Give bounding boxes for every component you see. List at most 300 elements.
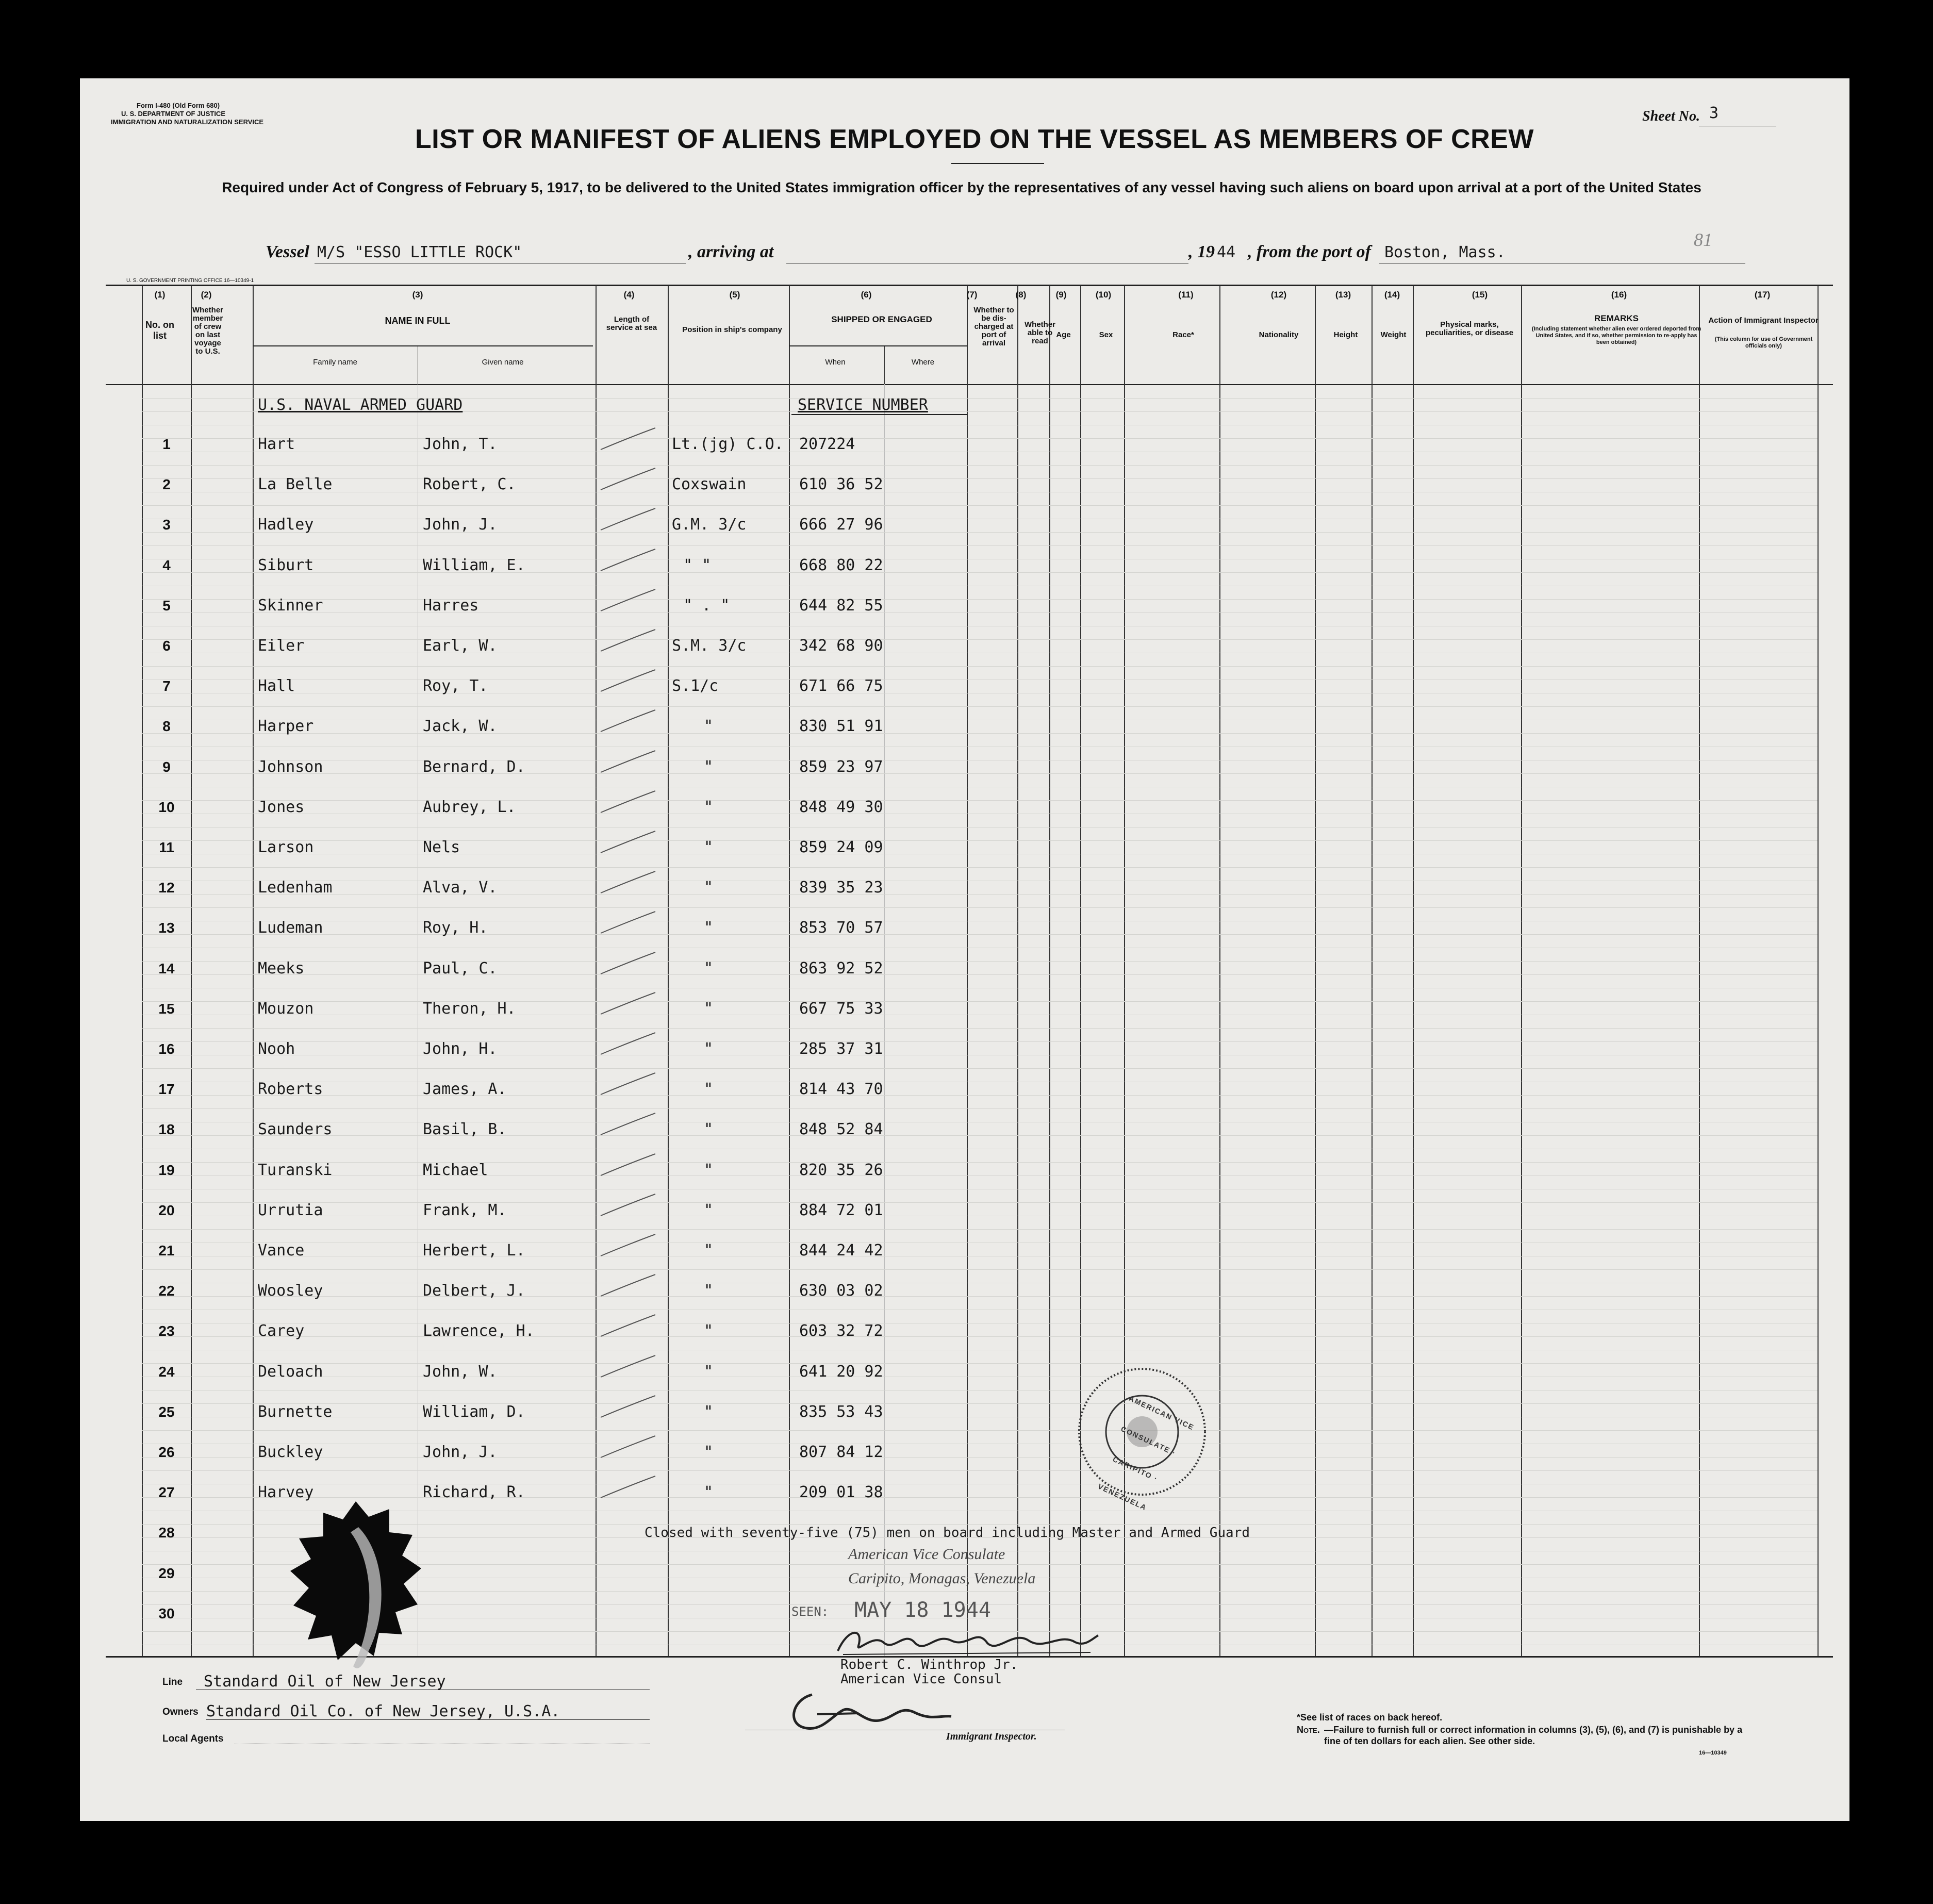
grid-rule [142,1068,1818,1069]
given-name: Harres [423,596,479,615]
vessel-name: M/S "ESSO LITTLE ROCK" [317,243,522,261]
grid-rule [142,1041,1818,1042]
header-no-on-list: No. on list [145,320,174,341]
header-position: Position in ship's company [682,325,782,334]
position: " [704,919,714,937]
column-rule-faint [884,384,885,1656]
signer-title: American Vice Consul [840,1671,1002,1687]
row-number: 14 [158,960,175,976]
grid-rule [142,1108,1818,1109]
column-rule [1521,286,1522,1656]
given-name: Frank, M. [423,1201,507,1219]
family-name: Carey [258,1322,305,1340]
service-number: 859 24 09 [799,838,883,856]
length-service-mark [600,869,656,895]
position: S.M. 3/c [672,637,747,655]
family-name: Hall [258,677,295,696]
length-service-mark [600,506,656,532]
length-service-mark [600,1192,656,1218]
inspector-label: Immigrant Inspector. [946,1731,1037,1742]
header-remarks: REMARKS [1594,313,1639,323]
grid-rule [142,1363,1818,1364]
port-label: , from the port of [1248,242,1371,261]
header-height: Height [1333,330,1358,339]
family-name: Mouzon [258,999,314,1018]
service-number: 835 53 43 [799,1402,883,1421]
grid-rule [142,733,1818,734]
given-name: Michael [423,1161,488,1179]
column-rule [1315,286,1316,1656]
line-value: Standard Oil of New Jersey [204,1673,446,1691]
family-name: Urrutia [258,1201,323,1219]
grid-rule [142,1296,1818,1297]
length-service-mark [600,627,656,653]
position: " [704,1120,714,1139]
length-service-mark [600,426,656,452]
page-title: LIST OR MANIFEST OF ALIENS EMPLOYED ON THE VESSEL AS MEMBERS OF CREW [415,124,1534,154]
position: " [704,1443,714,1461]
grid-rule [142,639,1818,640]
given-name: John, H. [423,1040,498,1058]
column-rule [668,286,669,1656]
position: " [704,1161,714,1179]
row-number: 3 [162,517,171,533]
grid-rule [142,773,1818,774]
closing-statement: Closed with seventy-five (75) men on board including Master and Armed Guard [645,1525,1250,1541]
given-name: Jack, W. [423,717,498,736]
service-number: 848 52 84 [799,1120,883,1139]
grid-rule [142,800,1818,801]
col-num: (6) [861,290,872,300]
page-subtitle: Required under Act of Congress of February 5, 1917, to be delivered to the United States immigration officer by the representatives of any vessel having such aliens on board upon arrival at a port of the United States [222,179,1701,195]
position: " [704,879,714,897]
family-name: La Belle [258,475,333,494]
row-number: 13 [158,920,175,936]
given-name: Bernard, D. [423,757,525,776]
col-num: (5) [729,290,740,300]
col-num: (4) [623,290,635,300]
service-number: 807 84 12 [799,1443,883,1461]
position: " " [683,556,712,574]
column-rule [253,286,254,1656]
length-service-mark [600,789,656,815]
col-num: (7) [966,290,978,300]
given-name: Earl, W. [423,637,498,655]
column-rule [1818,286,1819,1656]
length-service-mark [600,587,656,613]
header-bottom-rule [106,384,1833,385]
grid-rule [142,1175,1818,1176]
family-name: Ludeman [258,919,323,937]
header-able-read: Whether able to read [1025,320,1055,345]
given-name: William, E. [423,556,525,574]
year-value: 44 [1217,243,1236,261]
family-name: Johnson [258,757,323,776]
given-name: Paul, C. [423,959,498,978]
family-name: Harper [258,717,314,736]
owners-label: Owners [162,1707,199,1717]
family-name: Burnette [258,1402,333,1421]
sheet-number-label: Sheet No. [1642,108,1700,124]
col-num: (16) [1611,290,1627,300]
local-agents-label: Local Agents [162,1733,224,1744]
seen-date: MAY 18 1944 [854,1598,991,1622]
form-code: 16—10349 [1699,1750,1727,1756]
column-rule [142,286,143,1656]
row-number: 7 [162,678,171,694]
row-number: 25 [158,1403,175,1420]
column-rule [1699,286,1700,1656]
length-service-mark [600,466,656,492]
given-name: Herbert, L. [423,1241,525,1260]
service-number: 863 92 52 [799,959,883,978]
family-name: Siburt [258,556,314,574]
position: S.1/c [672,677,719,696]
given-name: Roy, H. [423,919,488,937]
grid-rule [142,1001,1818,1002]
service-number: 644 82 55 [799,596,883,615]
row-number: 16 [158,1041,175,1057]
length-service-mark [600,1474,656,1500]
grid-rule [142,840,1818,841]
position: " [704,1282,714,1300]
grid-rule [142,1028,1818,1029]
given-name: John, J. [423,516,498,534]
department-name: U. S. DEPARTMENT OF JUSTICE [121,110,225,118]
row-number: 24 [158,1363,175,1380]
note-text: —Failure to furnish full or correct information in columns (3), (5), (6), and (7) is punishable by a fine of ten dollars for each alien. See other side. [1324,1725,1743,1746]
row-number: 2 [162,476,171,493]
given-name: Basil, B. [423,1120,507,1139]
row-number: 29 [158,1565,175,1581]
col-num: (13) [1335,290,1351,300]
family-name: Ledenham [258,879,333,897]
printing-office: U. S. GOVERNMENT PRINTING OFFICE 16—10349-1 [126,278,254,284]
signer-name: Robert C. Winthrop Jr. [840,1657,1018,1673]
race-note: *See list of races on back hereof. [1297,1712,1443,1723]
row-number: 12 [158,880,175,896]
given-name: John, W. [423,1362,498,1381]
column-rule [596,286,597,1656]
length-service-mark [600,1031,656,1056]
grid-rule [142,1470,1818,1471]
given-name: William, D. [423,1402,525,1421]
position: " [704,1040,714,1058]
header-nationality: Nationality [1259,330,1299,339]
service-number: 610 36 52 [799,475,883,494]
note-label: Note. [1297,1725,1320,1735]
service-number: 859 23 97 [799,757,883,776]
service-number: 285 37 31 [799,1040,883,1058]
position: " [704,1362,714,1381]
col-num: (14) [1384,290,1400,300]
header-age: Age [1056,330,1071,339]
family-name: Larson [258,838,314,856]
col-num: (3) [412,290,423,300]
row-number: 27 [158,1484,175,1501]
length-service-mark [600,1152,656,1178]
grid-rule [142,465,1818,466]
col-num: (17) [1754,290,1771,300]
header-action: Action of Immigrant Inspector [1708,316,1819,325]
corner-mark: 81 [1694,229,1712,250]
row-number: 15 [158,1000,175,1017]
given-name: Robert, C. [423,475,516,494]
family-name: Buckley [258,1443,323,1461]
shipped-subheader-rule [789,345,967,346]
column-rule [191,286,192,1656]
header-whether-member: Whether member of crew on last voyage to U.S. [192,306,223,356]
col-num: (12) [1270,290,1287,300]
grid-rule [142,438,1818,439]
row-number: 18 [158,1121,175,1138]
grid-rule [142,666,1818,667]
grid-rule [142,1269,1818,1270]
manifest-sheet [80,78,1849,1821]
given-name: John, T. [423,435,498,453]
length-service-mark [600,1232,656,1258]
length-service-mark [600,909,656,935]
row-number: 21 [158,1243,175,1259]
given-name: Nels [423,838,460,856]
table-top-rule [106,285,1833,286]
header-remarks-note: (Including statement whether alien ever ordered deported from United States, and if so, whether permission to re-apply has been obtained) [1531,326,1701,345]
row-number: 26 [158,1444,175,1460]
service-number: 671 66 75 [799,677,883,696]
row-number: 30 [158,1605,175,1621]
given-name: John, J. [423,1443,498,1461]
grid-rule [142,505,1818,506]
service-number: 667 75 33 [799,999,883,1018]
given-name: Lawrence, H. [423,1322,535,1340]
grid-rule [142,612,1818,613]
service-number: 830 51 91 [799,717,883,736]
length-service-mark [600,950,656,976]
grid-rule [142,545,1818,546]
position: " [704,1402,714,1421]
family-name: Eiler [258,637,305,655]
service-number: 641 20 92 [799,1362,883,1381]
col-num: (1) [154,290,166,300]
column-rule [1017,286,1018,1656]
position: " [704,1080,714,1099]
position: " [704,959,714,978]
grid-rule [142,1336,1818,1337]
grid-rule [142,1430,1818,1431]
position: G.M. 3/c [672,516,747,534]
given-name: Richard, R. [423,1483,525,1502]
position: " [704,1483,714,1502]
length-service-mark [600,749,656,774]
vessel-label: Vessel [266,242,309,261]
row-number: 17 [158,1081,175,1098]
vice-consul-signature [833,1622,1101,1659]
service-number: 342 68 90 [799,637,883,655]
service-number-label: SERVICE NUMBER [798,396,928,414]
row-number: 10 [158,799,175,815]
owners-value: Standard Oil Co. of New Jersey, U.S.A. [206,1702,560,1720]
position: " [704,798,714,816]
position: " [704,1322,714,1340]
local-agents-field-rule [235,1744,650,1745]
row-number: 20 [158,1202,175,1218]
grid-rule [142,1229,1818,1230]
grid-rule [142,572,1818,573]
col-num: (15) [1472,290,1488,300]
row-number: 19 [158,1162,175,1178]
col-num: (11) [1178,290,1194,300]
header-physical: Physical marks, peculiarities, or disease [1425,320,1514,337]
row-number: 11 [159,839,174,855]
family-name: Vance [258,1241,305,1260]
family-name: Nooh [258,1040,295,1058]
row-number: 28 [158,1525,175,1541]
given-name: Theron, H. [423,999,516,1018]
family-name: Turanski [258,1161,333,1179]
consulate-name: American Vice Consulate [848,1546,1005,1563]
grid-rule [142,934,1818,935]
grid-rule [142,1457,1818,1458]
service-number: 209 01 38 [799,1483,883,1502]
consulate-location: Caripito, Monagas, Venezuela [848,1570,1036,1587]
grid-rule [142,974,1818,975]
row-number: 8 [162,718,171,735]
grid-rule [142,1202,1818,1203]
consulate-seal-text: AMERICAN VICE CONSULATE · CARIPITO · VENEZUELA [1096,1394,1196,1512]
length-service-mark [600,668,656,693]
header-sex: Sex [1099,330,1113,339]
given-name: Alva, V. [423,879,498,897]
row-number: 6 [162,638,171,654]
length-service-mark [600,1313,656,1338]
service-number: 668 80 22 [799,556,883,574]
length-service-mark [600,708,656,734]
length-service-mark [600,1353,656,1379]
column-rule [789,286,790,1656]
family-name: Skinner [258,596,323,615]
position: " [704,1241,714,1260]
given-name: Aubrey, L. [423,798,516,816]
column-rule [1219,286,1220,1656]
family-name: Hadley [258,516,314,534]
header-discharged: Whether to be dis-charged at port of arrival [973,306,1014,347]
length-service-mark [600,990,656,1016]
header-race: Race* [1172,330,1194,339]
form-number: Form I-480 (Old Form 680) [137,102,220,109]
given-name: James, A. [423,1080,507,1099]
length-service-mark [600,1434,656,1460]
grid-rule [142,478,1818,479]
service-number: 820 35 26 [799,1161,883,1179]
row-number: 1 [162,436,171,452]
col-num: (2) [201,290,212,300]
grid-rule [142,1095,1818,1096]
grid-rule [142,961,1818,962]
position: " [704,999,714,1018]
family-name: Woosley [258,1282,323,1300]
grid-rule [142,1403,1818,1404]
family-name: Meeks [258,959,305,978]
given-name: Roy, T. [423,677,488,696]
position: Lt.(jg) C.O. [672,435,784,453]
column-rule [1049,286,1050,1656]
row-number: 22 [158,1283,175,1299]
length-service-mark [600,1394,656,1419]
service-number: 630 03 02 [799,1282,883,1300]
header-length-service: Length of service at sea [606,315,657,332]
given-name: Delbert, J. [423,1282,525,1300]
service-number: 853 70 57 [799,919,883,937]
port-value: Boston, Mass. [1384,243,1506,261]
col-num: (9) [1055,290,1067,300]
header-name-in-full: NAME IN FULL [385,316,451,326]
service-number: 207224 [799,435,855,453]
grid-rule [142,599,1818,600]
row-number: 9 [162,758,171,775]
family-name: Harvey [258,1483,314,1502]
group-label: U.S. NAVAL ARMED GUARD [258,396,463,414]
service-number: 844 24 42 [799,1241,883,1260]
service-name: IMMIGRATION AND NATURALIZATION SERVICE [111,118,264,126]
header-where: Where [911,358,935,367]
header-shipped: SHIPPED OR ENGAGED [831,314,932,324]
position: " [704,717,714,736]
wax-seal [286,1496,425,1687]
column-rule [1413,286,1414,1656]
grid-rule [142,867,1818,868]
family-name: Roberts [258,1080,323,1099]
position: " [704,838,714,856]
header-weight: Weight [1380,330,1407,339]
title-underline [951,163,1044,164]
column-rule [967,286,968,1656]
column-rule [1372,286,1373,1656]
sheet-number: 3 [1709,104,1719,122]
grid-rule [142,907,1818,908]
line-label: Line [162,1677,183,1687]
position: " [704,757,714,776]
seen-label: SEEN: [791,1604,829,1619]
header-when: When [825,358,846,367]
row-number: 4 [162,557,171,573]
header-action-note: (This column for use of Government officials only) [1714,336,1813,349]
arriving-label: , arriving at [688,242,774,261]
row-number: 5 [162,597,171,614]
service-number: 814 43 70 [799,1080,883,1099]
length-service-mark [600,547,656,573]
grid-rule [142,1162,1818,1163]
grid-rule [142,1135,1818,1136]
length-service-mark [600,829,656,855]
row-number: 23 [158,1323,175,1339]
header-family-name: Family name [313,358,357,367]
family-name: Jones [258,798,305,816]
family-name: Hart [258,435,295,453]
name-subheader-rule [253,345,593,346]
service-number: 848 49 30 [799,798,883,816]
year-label: , 19 [1188,242,1215,261]
service-number-underline [791,414,967,415]
col-num: (10) [1095,290,1112,300]
family-name: Deloach [258,1362,323,1381]
grid-rule [142,706,1818,707]
service-number: 603 32 72 [799,1322,883,1340]
position: Coxswain [672,475,747,494]
length-service-mark [600,1071,656,1097]
grid-rule [142,894,1818,895]
service-number: 666 27 96 [799,516,883,534]
length-service-mark [600,1272,656,1298]
